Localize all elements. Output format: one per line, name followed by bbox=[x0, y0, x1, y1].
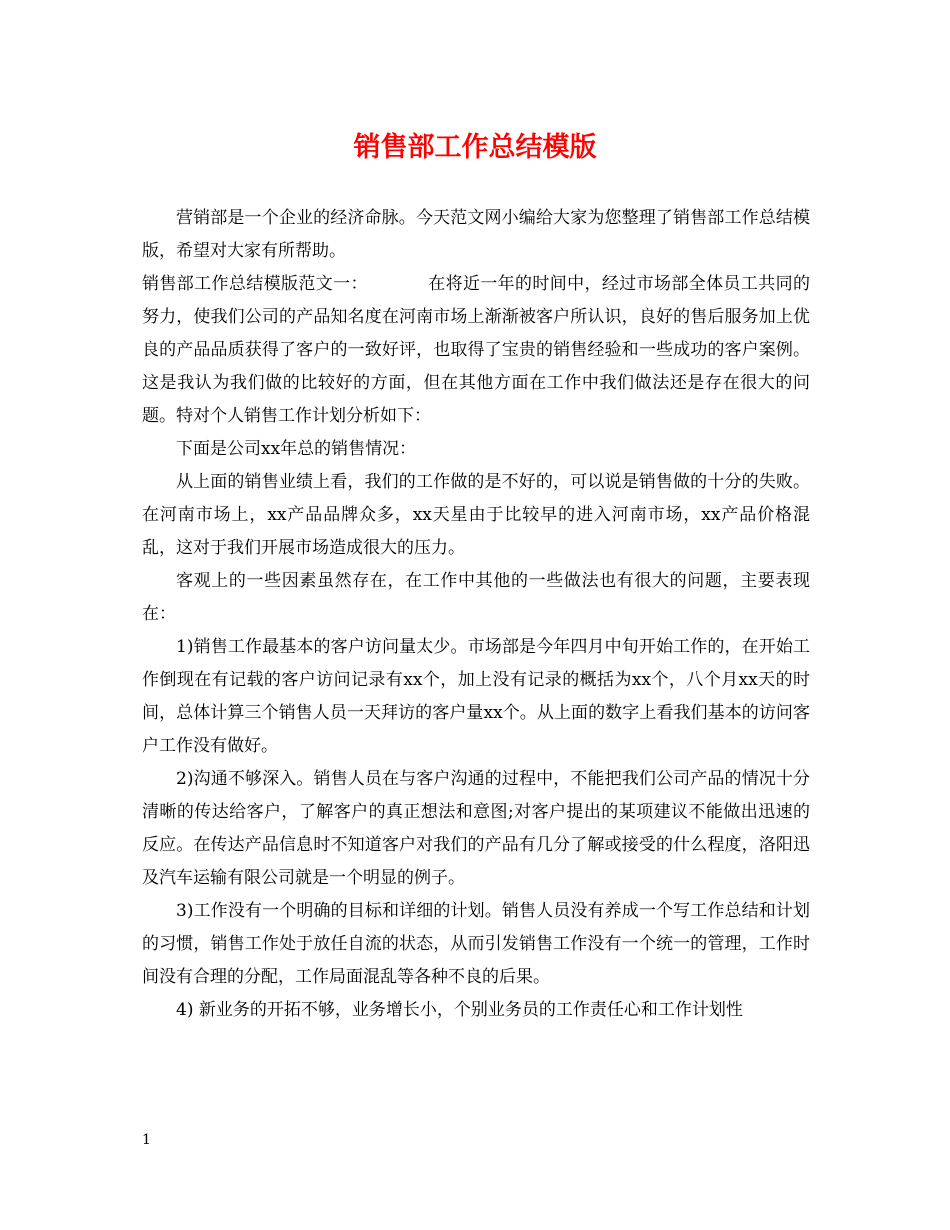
body-paragraph: 客观上的一些因素虽然存在，在工作中其他的一些做法也有很大的问题，主要表现在： bbox=[142, 571, 810, 624]
page-number: 1 bbox=[142, 1132, 151, 1148]
document-title: 销售部工作总结模版 bbox=[353, 132, 597, 163]
intro-paragraph: 营销部是一个企业的经济命脉。今天范文网小编给大家为您整理了销售部工作总结模版，希望对大家有所帮助。 bbox=[142, 208, 810, 261]
body-paragraph: 下面是公司xx年总的销售情况： bbox=[176, 439, 417, 459]
body-paragraph: 4) 新业务的开拓不够，业务增长小，个别业务员的工作责任心和工作计划性 bbox=[176, 1000, 743, 1020]
section-label: 销售部工作总结模版范文一： bbox=[142, 274, 368, 294]
body-paragraph: 3)工作没有一个明确的目标和详细的计划。销售人员没有养成一个写工作总结和计划的习惯，销售工作处于放任自流的状态，从而引发销售工作没有一个统一的管理，工作时间没有合理的分配，工作局面混乱等各种不良的后果。 bbox=[142, 901, 810, 987]
document-body bbox=[142, 202, 810, 1027]
body-paragraph: 1)销售工作最基本的客户访问量太少。市场部是今年四月中旬开始工作的，在开始工作倒现在有记载的客户访问记录有xx个，加上没有记录的概括为xx个，八个月xx天的时间，总体计算三个销售人员一天拜访的客户量xx个。从上面的数字上看我们基本的访问客户工作没有做好。 bbox=[142, 637, 810, 756]
section-text: 在将近一年的时间中，经过市场部全体员工共同的努力，使我们公司的产品知名度在河南市场上渐渐被客户所认识，良好的售后服务加上优良的产品品质获得了客户的一致好评，也取得了宝贵的销售经验和一些成功的客户案例。这是我认为我们做的比较好的方面，但在其他方面在工作中我们做法还是存在很大的问题。特对个人销售工作计划分析如下： bbox=[142, 274, 810, 426]
section-paragraph bbox=[142, 268, 810, 433]
body-paragraph: 从上面的销售业绩上看，我们的工作做的是不好的，可以说是销售做的十分的失败。在河南市场上，xx产品品牌众多，xx天星由于比较早的进入河南市场，xx产品价格混乱，这对于我们开展市场造成很大的压力。 bbox=[142, 472, 810, 558]
body-paragraph: 2)沟通不够深入。销售人员在与客户沟通的过程中，不能把我们公司产品的情况十分清晰的传达给客户，了解客户的真正想法和意图;对客户提出的某项建议不能做出迅速的反应。在传达产品信息时不知道客户对我们的产品有几分了解或接受的什么程度，洛阳迅及汽车运输有限公司就是一个明显的例子。 bbox=[142, 769, 810, 888]
